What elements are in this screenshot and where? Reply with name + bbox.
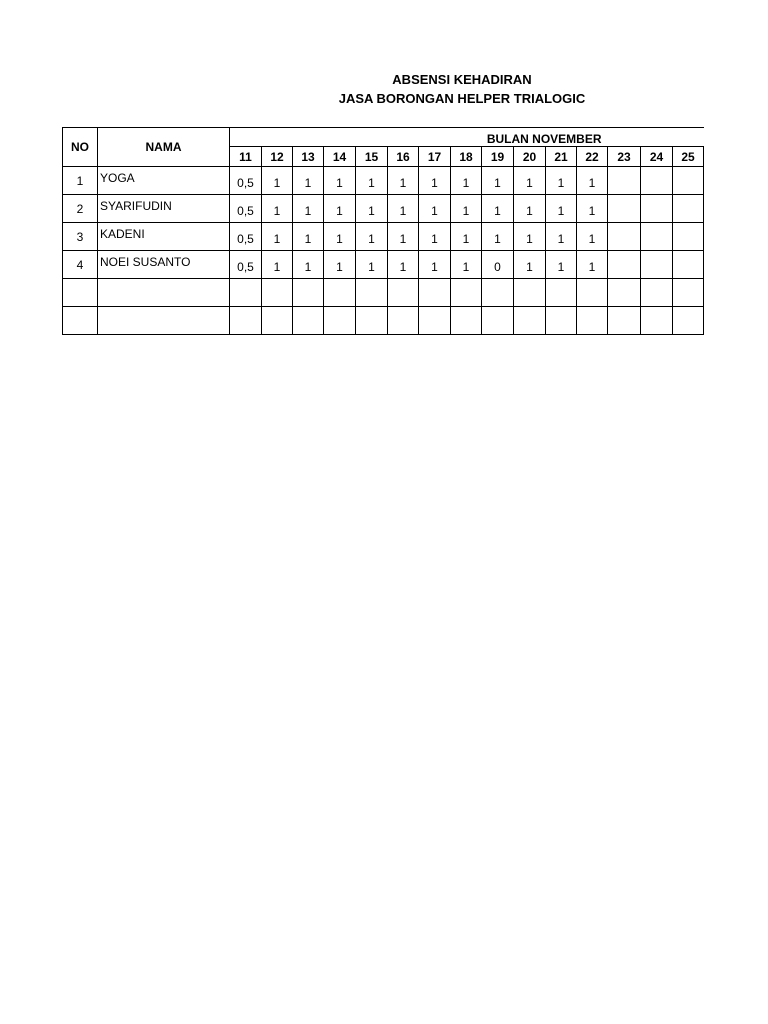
- row-no: 4: [63, 251, 98, 279]
- attendance-cell: [262, 307, 293, 335]
- attendance-cell: [608, 307, 641, 335]
- attendance-cell: 1: [419, 251, 451, 279]
- attendance-cell: 1: [577, 195, 608, 223]
- header-no: NO: [63, 128, 98, 167]
- attendance-cell: 1: [324, 223, 356, 251]
- attendance-cell: 1: [293, 251, 324, 279]
- attendance-cell: [608, 195, 641, 223]
- attendance-cell: [356, 279, 388, 307]
- row-no: 2: [63, 195, 98, 223]
- day-header-23: 23: [608, 147, 641, 167]
- attendance-cell: 1: [324, 195, 356, 223]
- attendance-cell: 1: [514, 251, 546, 279]
- day-header-18: 18: [451, 147, 482, 167]
- attendance-cell: [388, 307, 419, 335]
- row-no: [63, 307, 98, 335]
- attendance-cell: 1: [324, 251, 356, 279]
- attendance-cell: [419, 307, 451, 335]
- attendance-cell: 1: [388, 251, 419, 279]
- header-name: NAMA: [98, 128, 230, 167]
- day-header-12: 12: [262, 147, 293, 167]
- row-name: SYARIFUDIN: [98, 195, 230, 223]
- day-header-14: 14: [324, 147, 356, 167]
- attendance-cell: 1: [388, 167, 419, 195]
- attendance-cell: 0: [482, 251, 514, 279]
- row-no: 1: [63, 167, 98, 195]
- attendance-cell: [673, 167, 704, 195]
- attendance-cell: 1: [577, 223, 608, 251]
- attendance-cell: [641, 223, 673, 251]
- table-row: [63, 195, 704, 223]
- attendance-cell: [641, 167, 673, 195]
- attendance-cell: 1: [451, 223, 482, 251]
- row-no: [63, 279, 98, 307]
- attendance-cell: 1: [419, 223, 451, 251]
- day-header-24: 24: [641, 147, 673, 167]
- row-name: [98, 279, 230, 307]
- attendance-cell: 1: [419, 195, 451, 223]
- attendance-cell: 1: [577, 167, 608, 195]
- attendance-cell: [673, 195, 704, 223]
- attendance-cell: 1: [356, 251, 388, 279]
- attendance-cell: [514, 307, 546, 335]
- attendance-cell: [451, 279, 482, 307]
- attendance-cell: 0,5: [230, 195, 262, 223]
- attendance-cell: 0,5: [230, 251, 262, 279]
- attendance-cell: 1: [356, 195, 388, 223]
- table-row: [63, 251, 704, 279]
- attendance-cell: [608, 279, 641, 307]
- attendance-cell: 1: [388, 223, 419, 251]
- attendance-table: [62, 127, 704, 335]
- attendance-cell: 1: [482, 167, 514, 195]
- attendance-cell: 1: [451, 167, 482, 195]
- attendance-cell: 1: [293, 223, 324, 251]
- attendance-cell: [577, 279, 608, 307]
- day-header-17: 17: [419, 147, 451, 167]
- attendance-cell: [356, 307, 388, 335]
- attendance-cell: 1: [546, 251, 577, 279]
- attendance-cell: [388, 279, 419, 307]
- table-row: [63, 223, 704, 251]
- attendance-cell: 1: [356, 223, 388, 251]
- document-title: [262, 70, 662, 108]
- attendance-cell: 1: [419, 167, 451, 195]
- attendance-cell: 1: [577, 251, 608, 279]
- table-row: [63, 279, 704, 307]
- attendance-cell: [641, 279, 673, 307]
- attendance-cell: 1: [514, 195, 546, 223]
- attendance-cell: [482, 307, 514, 335]
- attendance-cell: [293, 307, 324, 335]
- row-name: YOGA: [98, 167, 230, 195]
- day-header-21: 21: [546, 147, 577, 167]
- attendance-cell: [641, 195, 673, 223]
- attendance-cell: 1: [514, 167, 546, 195]
- attendance-cell: [673, 279, 704, 307]
- attendance-cell: 1: [262, 167, 293, 195]
- day-header-13: 13: [293, 147, 324, 167]
- attendance-cell: 1: [451, 251, 482, 279]
- attendance-cell: [262, 279, 293, 307]
- attendance-cell: 1: [262, 195, 293, 223]
- attendance-cell: [514, 279, 546, 307]
- attendance-cell: 1: [293, 195, 324, 223]
- attendance-cell: [641, 307, 673, 335]
- attendance-cell: 0,5: [230, 223, 262, 251]
- attendance-cell: 1: [262, 223, 293, 251]
- attendance-cell: 1: [451, 195, 482, 223]
- attendance-cell: [482, 279, 514, 307]
- table-row: [63, 167, 704, 195]
- attendance-cell: [673, 307, 704, 335]
- row-name: NOEI SUSANTO: [98, 251, 230, 279]
- row-name: [98, 307, 230, 335]
- attendance-cell: 1: [324, 167, 356, 195]
- attendance-cell: [419, 279, 451, 307]
- attendance-cell: [673, 223, 704, 251]
- attendance-cell: 1: [514, 223, 546, 251]
- day-header-25: 25: [673, 147, 704, 167]
- attendance-cell: [324, 307, 356, 335]
- attendance-cell: 1: [262, 251, 293, 279]
- attendance-cell: [577, 307, 608, 335]
- attendance-cell: [546, 307, 577, 335]
- day-header-19: 19: [482, 147, 514, 167]
- attendance-cell: 1: [356, 167, 388, 195]
- attendance-cell: [641, 251, 673, 279]
- attendance-cell: 1: [482, 223, 514, 251]
- day-header-22: 22: [577, 147, 608, 167]
- attendance-cell: 1: [546, 195, 577, 223]
- attendance-cell: 1: [546, 223, 577, 251]
- attendance-cell: [608, 251, 641, 279]
- table-row: [63, 307, 704, 335]
- attendance-cell: [230, 307, 262, 335]
- attendance-cell: [324, 279, 356, 307]
- attendance-cell: 1: [293, 167, 324, 195]
- header-month: BULAN NOVEMBER: [230, 128, 704, 147]
- title-line-1: ABSENSI KEHADIRAN: [392, 72, 532, 87]
- day-header-20: 20: [514, 147, 546, 167]
- attendance-cell: [293, 279, 324, 307]
- attendance-cell: 1: [482, 195, 514, 223]
- attendance-cell: 1: [388, 195, 419, 223]
- row-name: KADENI: [98, 223, 230, 251]
- day-header-11: 11: [230, 147, 262, 167]
- attendance-cell: [230, 279, 262, 307]
- header-row: [63, 128, 704, 147]
- attendance-cell: [451, 307, 482, 335]
- row-no: 3: [63, 223, 98, 251]
- attendance-cell: [608, 223, 641, 251]
- day-header-15: 15: [356, 147, 388, 167]
- attendance-cell: [546, 279, 577, 307]
- attendance-cell: 1: [546, 167, 577, 195]
- day-header-16: 16: [388, 147, 419, 167]
- attendance-cell: [608, 167, 641, 195]
- title-line-2: JASA BORONGAN HELPER TRIALOGIC: [338, 91, 586, 106]
- attendance-cell: 0,5: [230, 167, 262, 195]
- attendance-cell: [673, 251, 704, 279]
